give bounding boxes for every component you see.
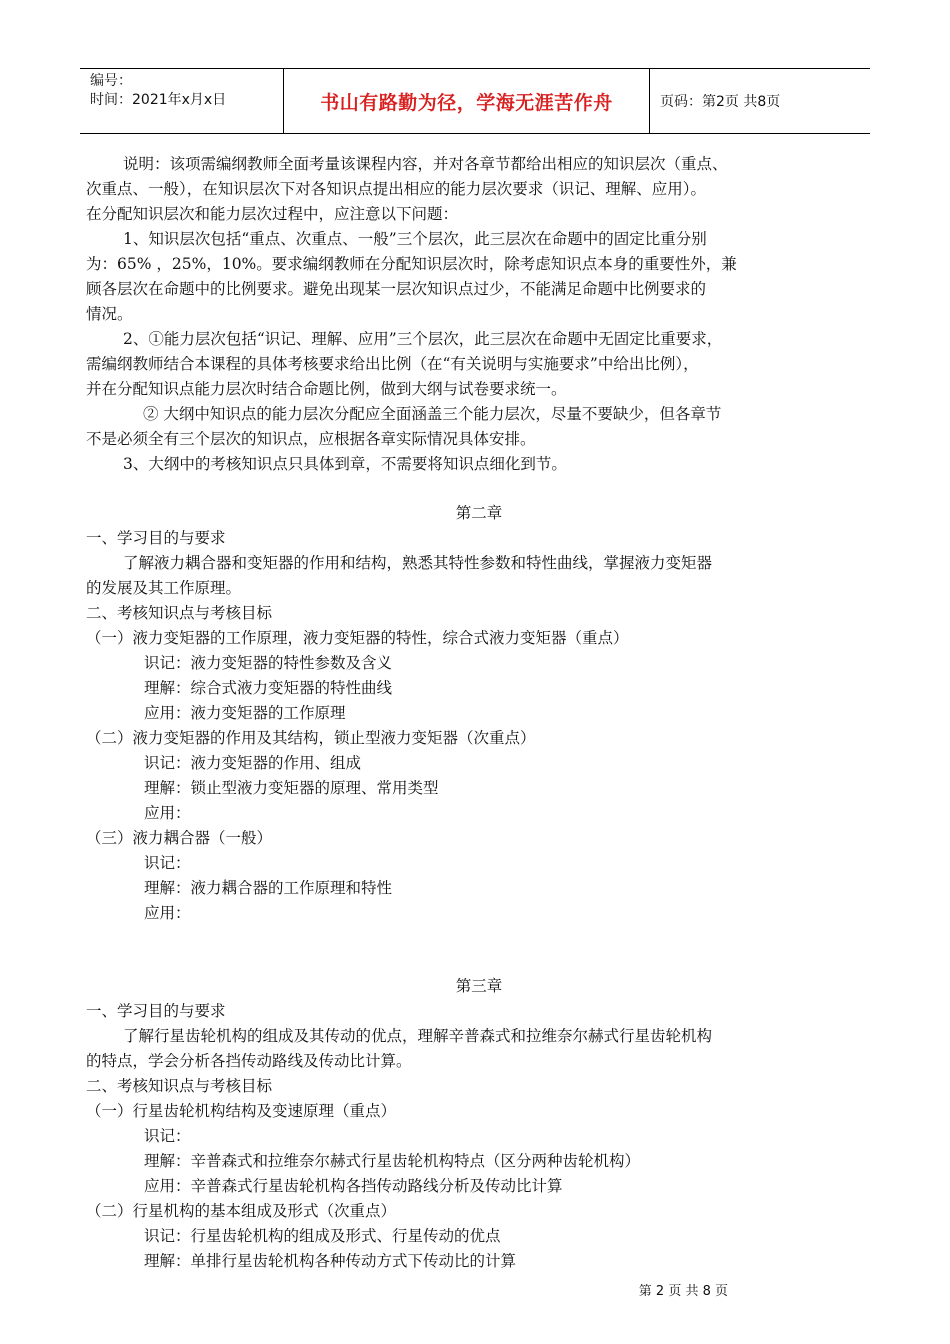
ability-line: 理解：液力耦合器的工作原理和特性	[144, 879, 393, 897]
section-heading: 二、考核知识点与考核目标	[86, 604, 273, 622]
intro-line: ② 大纲中知识点的能力层次分配应全面涵盖三个能力层次，尽量不要缺少，但各章节	[143, 405, 722, 423]
header-page-info: 页码：第2页 共8页	[660, 94, 781, 110]
intro-line: 3、大纲中的考核知识点只具体到章，不需要将知识点细化到节。	[123, 455, 567, 473]
ability-line: 理解：单排行星齿轮机构各种传动方式下传动比的计算	[144, 1252, 517, 1270]
knowledge-item: （三）液力耦合器（一般）	[86, 829, 273, 847]
ability-line: 理解：锁止型液力变矩器的原理、常用类型	[144, 779, 439, 797]
ability-line: 应用：辛普森式行星齿轮机构各挡传动路线分析及传动比计算	[144, 1177, 563, 1195]
ability-line: 应用：液力变矩器的工作原理	[144, 704, 346, 722]
ability-line: 理解：综合式液力变矩器的特性曲线	[144, 679, 393, 697]
knowledge-item: （一）行星齿轮机构结构及变速原理（重点）	[86, 1102, 397, 1120]
ability-line: 识记：液力变矩器的特性参数及含义	[144, 654, 393, 672]
section-heading: 一、学习目的与要求	[86, 529, 226, 547]
section-heading: 一、学习目的与要求	[86, 1002, 226, 1020]
knowledge-item: （二）液力变矩器的作用及其结构，锁止型液力变矩器（次重点）	[86, 729, 536, 747]
knowledge-item: （一）液力变矩器的工作原理，液力变矩器的特性，综合式液力变矩器（重点）	[86, 629, 629, 647]
ability-line: 识记：行星齿轮机构的组成及形式、行星传动的优点	[144, 1227, 501, 1245]
intro-line: 次重点、一般），在知识层次下对各知识点提出相应的能力层次要求（识记、理解、应用）。	[86, 180, 707, 198]
ability-line: 识记：	[144, 1127, 191, 1145]
intro-line: 为：65% ，25%，10%。要求编纲教师在分配知识层次时，除考虑知识点本身的重要性外，兼	[86, 255, 737, 273]
page-header	[80, 68, 870, 134]
document-number-label: 编号：	[90, 73, 132, 89]
chapter-title: 第三章	[455, 977, 503, 995]
intro-line: 1、知识层次包括“重点、次重点、一般”三个层次，此三层次在命题中的固定比重分别	[123, 230, 707, 248]
intro-line: 在分配知识层次和能力层次过程中，应注意以下问题：	[86, 205, 459, 223]
ability-line: 识记：	[144, 854, 191, 872]
knowledge-item: （二）行星机构的基本组成及形式（次重点）	[86, 1202, 397, 1220]
ability-line: 应用：	[144, 904, 191, 922]
goal-line: 了解行星齿轮机构的组成及其传动的优点，理解辛普森式和拉维奈尔赫式行星齿轮机构	[123, 1027, 713, 1045]
intro-line: 顾各层次在命题中的比例要求。避免出现某一层次知识点过少，不能满足命题中比例要求的	[86, 280, 707, 298]
page-footer: 第 2 页 共 8 页	[638, 1284, 728, 1299]
intro-line: 并在分配知识点能力层次时结合命题比例，做到大纲与试卷要求统一。	[86, 380, 567, 398]
header-motto-cell	[283, 69, 650, 133]
intro-line: 情况。	[86, 305, 133, 323]
ability-line: 应用：	[144, 804, 191, 822]
goal-line: 的发展及其工作原理。	[86, 579, 242, 597]
ability-line: 理解：辛普森式和拉维奈尔赫式行星齿轮机构特点（区分两种齿轮机构）	[144, 1152, 641, 1170]
header-motto: 书山有路勤为径，学海无涯苦作舟	[320, 91, 613, 114]
intro-line: 说明：该项需编纲教师全面考量该课程内容，并对各章节都给出相应的知识层次（重点、	[123, 155, 728, 173]
document-body	[86, 152, 872, 1274]
intro-line: 不是必须全有三个层次的知识点，应根据各章实际情况具体安排。	[86, 430, 536, 448]
goal-line: 了解液力耦合器和变矩器的作用和结构，熟悉其特性参数和特性曲线，掌握液力变矩器	[123, 554, 713, 572]
intro-line: 需编纲教师结合本课程的具体考核要求给出比例（在“有关说明与实施要求”中给出比例），	[86, 355, 699, 373]
header-left-cell	[80, 69, 283, 133]
intro-line: 2、①能力层次包括“识记、理解、应用”三个层次，此三层次在命题中无固定比重要求，	[123, 330, 723, 348]
chapter-title: 第二章	[455, 504, 503, 522]
section-heading: 二、考核知识点与考核目标	[86, 1077, 273, 1095]
goal-line: 的特点，学会分析各挡传动路线及传动比计算。	[86, 1052, 412, 1070]
document-time: 时间：2021年x月x日	[90, 92, 227, 108]
header-page-cell	[650, 69, 870, 133]
ability-line: 识记：液力变矩器的作用、组成	[144, 754, 362, 772]
